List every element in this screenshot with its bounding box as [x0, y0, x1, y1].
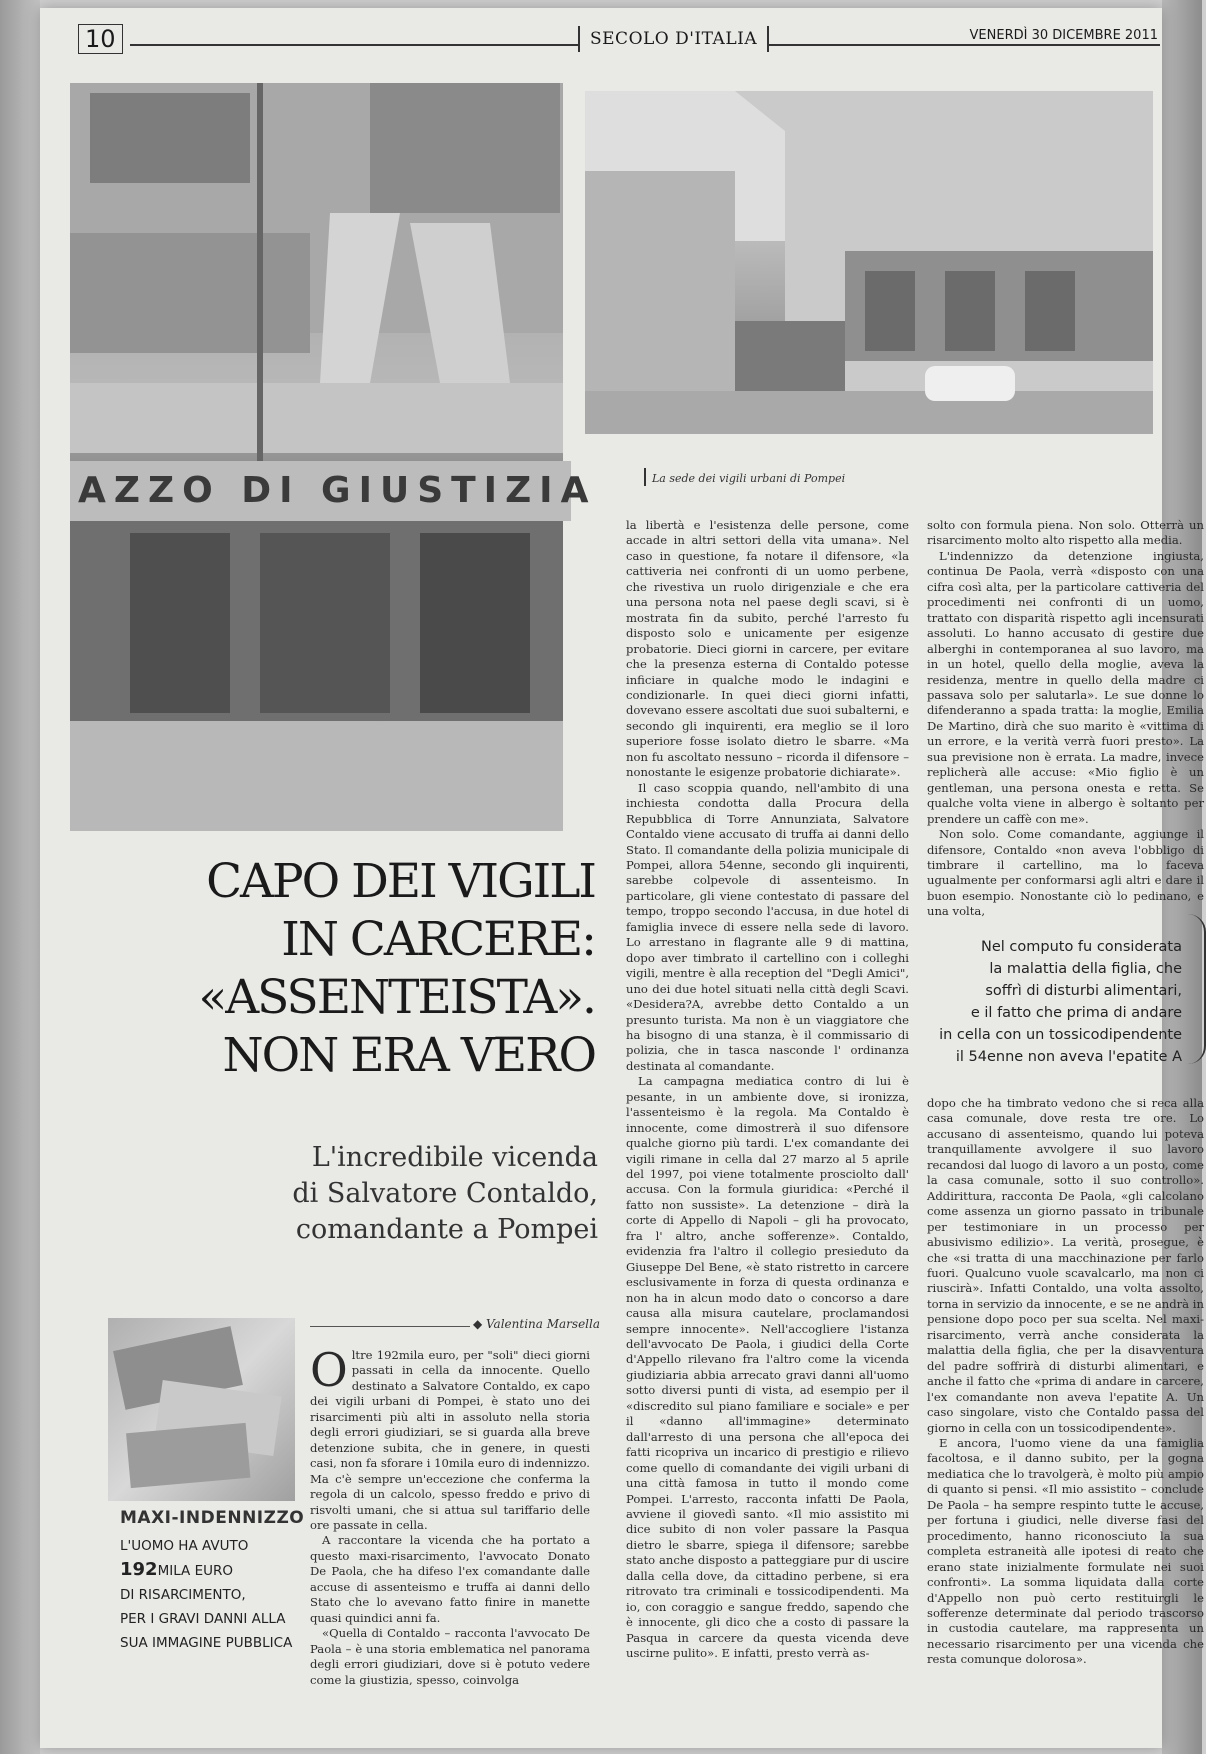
- pull-quote-line: e il fatto che prima di andare: [970, 1005, 1182, 1021]
- photo-caption: La sede dei vigili urbani di Pompei: [652, 472, 846, 485]
- courthouse-illustration: [70, 83, 563, 831]
- subhead-line: comandante a Pompei: [295, 1214, 598, 1245]
- banknotes-illustration: [108, 1318, 295, 1501]
- article-column-1: [310, 1343, 590, 1753]
- page-header: [78, 24, 1158, 54]
- paragraph: solto con formula piena. Non solo. Otterrà un risarcimento molto alto rispetto alla media.: [927, 518, 1204, 548]
- paragraph: dopo che ha timbrato vedono che si reca alla casa comunale, dove resta tre ore. Lo accusano di assenteismo, quando lui poteva tranquillamente avvolgere il suo lavoro recandosi dal luogo di lavoro a un posto, come la casa comunale, sotto il suo controllo». Addirittura, racconta De Paola, «gli calcolano come assenza un giorno passato in tribunale per testimoniare in un processo per abusivismo edilizio». La verità, prosegue, è che «si tratta di una macchinazione per farlo fuori. Qualcuno vuole scavalcarlo, ma non ci riuscirà». Infatti Contaldo, una volta assolto, torna in servizio da innocente, e se ne andrà in pensione dopo poco per sua scelta. Nel maxi-risarcimento, verrà anche considerata la malattia della figlia, che per la disavventura del padre soffrirà di disturbi alimentari, e anche il fatto che «prima di andare in carcere, l'ex comandante non aveva l'epatite A. Un caso singolare, visto che Contaldo passa del giorno in cella con un tossicodipendente».: [927, 1096, 1204, 1435]
- paragraph: E ancora, l'uomo viene da una famiglia facoltosa, e il danno subito, per la gogna mediatica che lo travolgerà, è molto più ampio di quanto si pensi. «Il mio assistito – conclude De Paola – ha sempre respinto tutte le accuse, per fortuna i giudici, nelle diverse fasi del procedimento, hanno riconosciuto la sua completa estraneità alle ipotesi di reato che erano state inizialmente formulate nei suoi confronti». La somma liquidata dalla corte d'Appello non può certo restituirgli le sofferenze determinate dal periodo trascorso in custodia cautelare, ma rappresenta un necessario risarcimento per una vicenda che resta comunque dolorosa».: [927, 1435, 1204, 1667]
- maxi-line-amount: [120, 1558, 295, 1583]
- paragraph: La campagna mediatica contro di lui è pesante, in un ambiente dove, si ironizza, l'assenteismo è la regola. Ma Contaldo è innocente, come dimostrerà il suo difensore qualche giorno più tardi. L'ex comandante dei vigili rimane in cella dal 27 marzo al 5 aprile del 1997, poi viene totalmente prosciolto dall' accusa. Con la formula giuridica: «Perché il fatto non sussiste». La detenzione – dirà la corte di Appello di Napoli – gli ha provocato, fra l' altro, anche sofferenze». Contaldo, evidenzia fra l'altro il collegio presieduto da Giuseppe Del Bene, «è stato ristretto in carcere esclusivamente in forza di questa ordinanza e non ha in alcun modo dato o concorso a dare causa alla misura cautelare, proclamandosi sempre innocente». Nell'accogliere l'istanza dell'avvocato De Paola, i giudici della Corte d'Appello rilevano fra l'altro come la vicenda giudiziaria abbia arrecato gravi danni all'uomo sotto diversi punti di vista, ad esempio per il «discredito sul piano familiare e sociale» e per il «danno all'immagine» determinato dall'arresto di una persona che all'epoca dei fatti ricopriva un incarico di prestigio e rilievo come quello di comandante dei vigili urbani di una città famosa in tutto il mondo come Pompei. L'arresto, racconta infatti De Paola, avviene il giovedì santo. «Il mio assistito mi dice subito di non voler passare la Pasqua dietro le sbarre, spiega il difensore; sarebbe stato anche disposto a patteggiare pur di uscire dalla cella dove, da cittadino perbene, si era ritrovato tra criminali e tossicodipendenti. Ma io, con coraggio e sangue freddo, sapendo che è innocente, gli dico che a costo di passare la Pasqua in carcere da questa vicenda deve uscirne pulito». E infatti, presto verrà as-: [626, 1074, 909, 1661]
- caption-bar: [644, 468, 646, 486]
- paragraph: L'indennizzo da detenzione ingiusta, continua De Paola, verrà «disposto con una cifra così alta, per la particolare cattiveria del procedimenti nei confronti di un uomo, trattato con disparità rispetto agli incensurati assoluti. Lo hanno accusato di gestire due alberghi in contemporanea al suo lavoro, ma in un hotel, quello della moglie, aveva la residenza, mentre in quello della madre ci passava solo per salutarla». Le sue donne lo difenderanno a spada tratta: la moglie, Emilia De Martino, dirà che suo marito è «vittima di un errore, e la verità verrà fuori presto». La sua previsione non è errata. La madre, invece replicherà alle accuse: «Mio figlio è un gentleman, una persona onesta e retta. Se qualche volta viene in albergo è soltanto per prendere un caffè con me».: [927, 548, 1204, 826]
- pull-quote-line: il 54enne non aveva l'epatite A: [955, 1049, 1182, 1065]
- maxi-box-title: MAXI-INDENNIZZO: [120, 1508, 305, 1528]
- subhead-line: di Salvatore Contaldo,: [292, 1178, 598, 1209]
- article-column-2: [626, 518, 909, 1753]
- maxi-line: L'UOMO HA AVUTO: [120, 1538, 249, 1554]
- byline: ◆ Valentina Marsella: [472, 1317, 600, 1331]
- headline-line: «ASSENTEISTA».: [198, 970, 595, 1025]
- paragraph: Il caso scoppia quando, nell'ambito di una inchiesta condotta dalla Procura della Repubblica di Torre Annunziata, Salvatore Contaldo viene accusato di truffa ai danni dello Stato. Il comandante della polizia municipale di Pompei, allora 54enne, secondo gli inquirenti, sarebbe colpevole di assenteismo. In particolare, gli viene contestato di passare del tempo, troppo secondo l'accusa, in due hotel di famiglia invece di essere nella sede di lavoro. Lo arrestano in flagrante alle 9 di mattina, dopo aver timbrato il cartellino con i colleghi vigili, mentre è alla reception del "Degli Amici", uno dei due hotel situati nella città degli Scavi. «Desidera?A, avrebbe detto Contaldo a un presunto turista. Ma non è un viaggiatore che ha bisogno di una stanza, è il commissario di polizia, che in tasca nasconde l' ordinanza destinata al comandante.: [626, 780, 909, 1073]
- headline-line: NON ERA VERO: [222, 1028, 595, 1083]
- pull-quote-line: in cella con un tossicodipendente: [939, 1027, 1182, 1043]
- paragraph: A raccontare la vicenda che ha portato a questo maxi-risarcimento, l'avvocato Donato De Paola, che ha difeso l'ex comandante dalle accuse di assenteismo e truffa ai danni dello Stato che lo avevano fatto finire in manette quasi quindici anni fa.: [310, 1533, 590, 1625]
- newspaper-page: [40, 8, 1204, 1748]
- page-number: 10: [78, 24, 123, 54]
- paragraph: «Quella di Contaldo – racconta l'avvocato De Paola – è una storia emblematica nel panorama degli errori giudiziari, dove si è potuto vedere come la giustizia, spesso, coinvolga: [310, 1626, 590, 1687]
- maxi-box-text: [120, 1534, 295, 1655]
- photo-courthouse: [70, 83, 597, 831]
- author-name: Valentina Marsella: [485, 1317, 600, 1331]
- headline-line: CAPO DEI VIGILI: [206, 854, 595, 909]
- byline-rule: [310, 1326, 470, 1327]
- maxi-amount-rest: MILA EURO: [157, 1563, 233, 1579]
- photo-police-station: [585, 91, 1153, 434]
- pull-quote-line: soffrì di disturbi alimentari,: [985, 983, 1182, 999]
- issue-date: VENERDÌ 30 DICEMBRE 2011: [962, 28, 1158, 43]
- maxi-line: DI RISARCIMENTO,: [120, 1587, 246, 1603]
- subheadline: [220, 1140, 598, 1248]
- police-station-illustration: [585, 91, 1153, 434]
- masthead: SECOLO D'ITALIA: [578, 26, 769, 52]
- pull-quote-bracket: [1188, 914, 1206, 1064]
- courthouse-sign: AZZO DI GIUSTIZIA: [70, 461, 571, 521]
- headline-line: IN CARCERE:: [281, 912, 595, 967]
- headline: [70, 853, 595, 1085]
- maxi-amount: 192: [120, 1559, 158, 1580]
- article-column-4: [927, 1096, 1204, 1753]
- paragraph: ltre 192mila euro, per "soli" dieci giorni passati in cella da innocente. Quello destinato a Salvatore Contaldo, ex capo dei vigili urbani di Pompei, è stato uno dei risarcimenti più alti in assoluto nella storia degli errori giudiziari, se si guarda alla breve detenzione subita, che in genere, in questi casi, non fa sforare i 10mila euro di indennizzo. Ma c'è sempre un'eccezione che conferma la regola di un calcolo, spesso freddo e privo di risvolti umani, che si attua sul tariffario delle ore passate in cella.: [310, 1348, 590, 1532]
- paragraph: la libertà e l'esistenza delle persone, come accade in altri settori della vita umana». Nel caso in questione, fa notare il difensore, «la cattiveria nei confronti di un uomo perbene, che rivestiva un ruolo dirigenziale e che era una persona nota nel paese degli scavi, si è mostrata fin da subito, perché l'arresto fu disposto solo e unicamente per esigenze probatorie. Dieci giorni in carcere, per evitare che la presenza esterna di Contaldo potesse inficiare in qualche modo le indagini e condizionarle. In quei dieci giorni infatti, dovevano essere ascoltati due suoi subalterni, e secondo gli inquirenti, era meglio se il loro superiore fosse isolato dietro le sbarre. «Ma non fu ascoltato nessuno – ricorda il difensore – nonostante le esigenze probatorie dichiarate».: [626, 518, 909, 780]
- subhead-line: L'incredibile vicenda: [311, 1142, 598, 1173]
- drop-cap: O: [310, 1343, 348, 1397]
- maxi-line: PER I GRAVI DANNI ALLA: [120, 1611, 286, 1627]
- paragraph: Non solo. Come comandante, aggiunge il difensore, Contaldo «non aveva l'obbligo di timbrare il cartellino, ma lo faceva ugualmente per conformarsi agli altri e dare il buon esempio. Nonostante ciò lo pedinano, e una volta,: [927, 827, 1204, 919]
- scan-left-margin: [0, 0, 40, 1754]
- pull-quote-line: Nel computo fu considerata: [981, 939, 1182, 955]
- article-column-3: [927, 518, 1204, 919]
- maxi-line: SUA IMMAGINE PUBBLICA: [120, 1635, 293, 1651]
- pull-quote: [920, 936, 1182, 1068]
- money-photo: [108, 1318, 295, 1501]
- pull-quote-line: la malattia della figlia, che: [989, 961, 1182, 977]
